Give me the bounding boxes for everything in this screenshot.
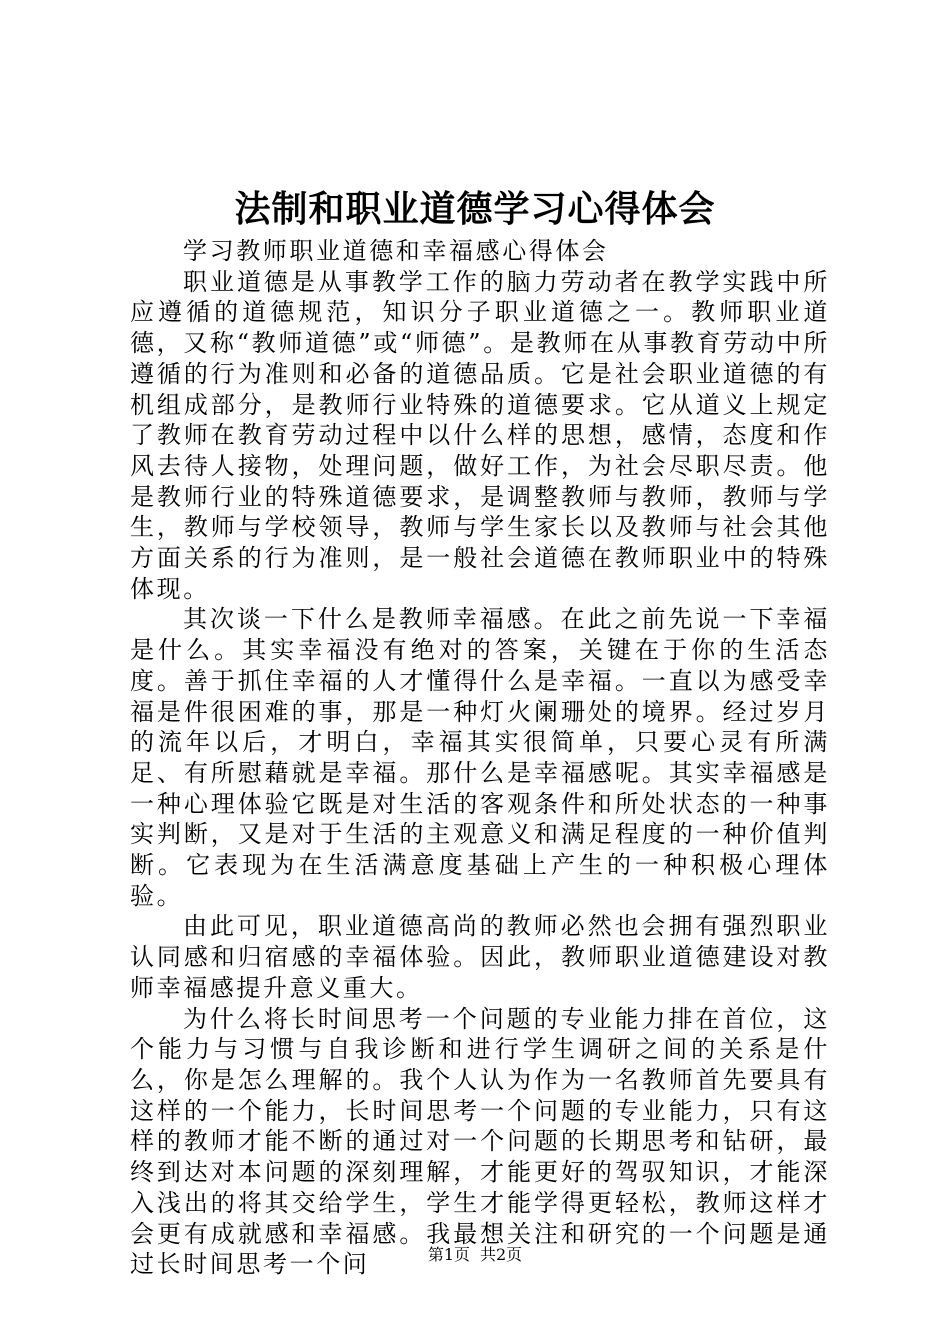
- body-paragraph-3: 由此可见，职业道德高尚的教师必然也会拥有强烈职业认同感和归宿感的幸福体验。因此，教师职业道德建设对教师幸福感提升意义重大。: [130, 912, 830, 1002]
- document-body: [130, 236, 830, 1280]
- body-paragraph-1: 职业道德是从事教学工作的脑力劳动者在教学实践中所应遵循的道德规范，知识分子职业道德之一。教师职业道德，又称“教师道德”或“师德”。是教师在从事教育劳动中所遵循的行为准则和必备的道德品质。它是社会职业道德的有机组成部分，是教师行业特殊的道德要求。它从道义上规定了教师在教育劳动过程中以什么样的思想，感情，态度和作风去待人接物，处理问题，做好工作，为社会尽职尽责。他是教师行业的特殊道德要求，是调整教师与教师，教师与学生，教师与学校领导，教师与学生家长以及教师与社会其他方面关系的行为准则，是一般社会道德在教师职业中的特殊体现。: [130, 267, 830, 603]
- subtitle-paragraph: 学习教师职业道德和幸福感心得体会: [183, 237, 609, 265]
- page-footer: [0, 1244, 950, 1266]
- page-total: 共2页: [480, 1245, 523, 1264]
- page-number: 第1页: [427, 1245, 470, 1264]
- body-paragraph-2: 其次谈一下什么是教师幸福感。在此之前先说一下幸福是什么。其实幸福没有绝对的答案，关键在于你的生活态度。善于抓住幸福的人才懂得什么是幸福。一直以为感受幸福是件很困难的事，那是一种灯火阑珊处的境界。经过岁月的流年以后，才明白，幸福其实很简单，只要心灵有所满足、有所慰藉就是幸福。那什么是幸福感呢。其实幸福感是一种心理体验它既是对生活的客观条件和所处状态的一种事实判断，又是对于生活的主观意义和满足程度的一种价值判断。它表现为在生活满意度基础上产生的一种积极心理体验。: [130, 605, 830, 910]
- document-title: 法制和职业道德学习心得体会: [234, 188, 716, 230]
- body-paragraph-4: 为什么将长时间思考一个问题的专业能力排在首位，这个能力与习惯与自我诊断和进行学生调研之间的关系是什么，你是怎么理解的。我个人认为作为一名教师首先要具有这样的一个能力，长时间思考一个问题的专业能力，只有这样的教师才能不断的通过对一个问题的长期思考和钻研，最终到达对本问题的深刻理解，才能更好的驾驭知识，才能深入浅出的将其交给学生，学生才能学得更轻松，教师这样才会更有成就感和幸福感。我最想关注和研究的一个问题是通过长时间思考一个问: [130, 1004, 830, 1279]
